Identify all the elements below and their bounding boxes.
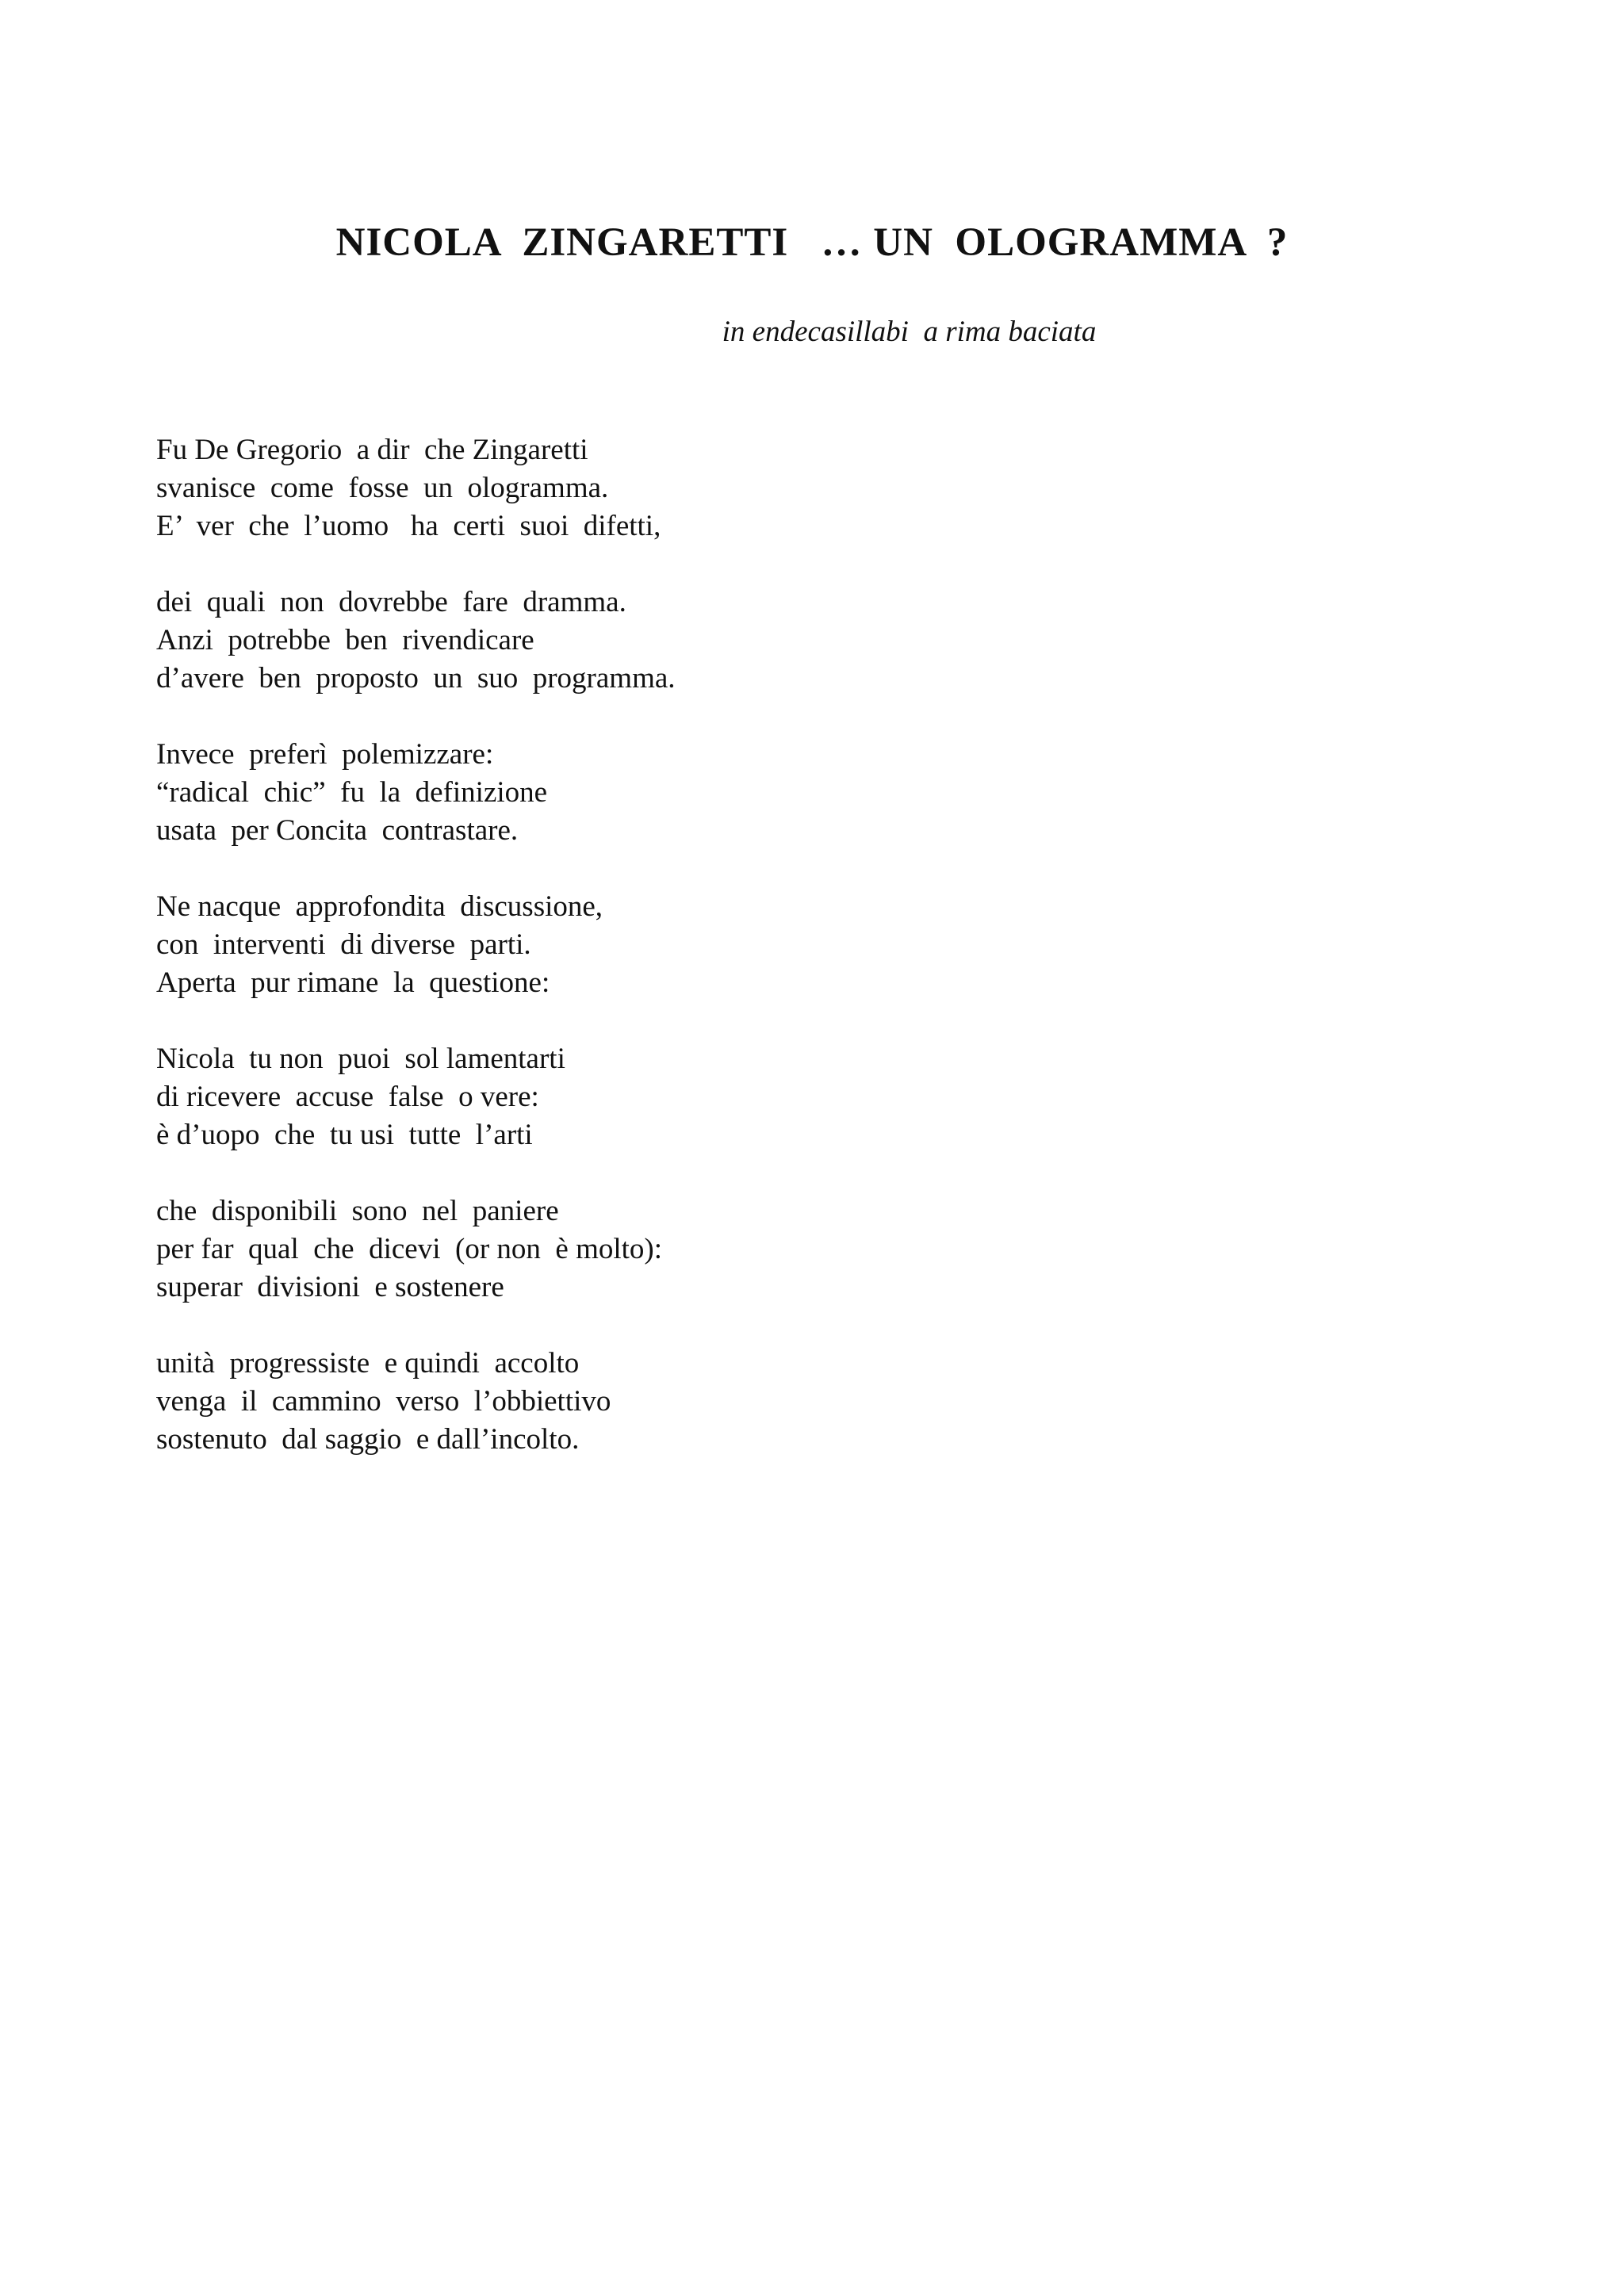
- poem-line: svanisce come fosse un ologramma.: [156, 472, 609, 504]
- poem-line: E’ ver che l’uomo ha certi suoi difetti,: [156, 510, 661, 542]
- poem-subtitle-wrapper: [0, 277, 1624, 387]
- stanza-1: [156, 431, 1346, 545]
- poem-title: NICOLA ZINGARETTI … UN OLOGRAMMA ?: [335, 220, 1289, 266]
- poem-line: usata per Concita contrastare.: [156, 814, 519, 847]
- poem-line: “radical chic” fu la definizione: [156, 776, 548, 809]
- poem-line: è d’uopo che tu usi tutte l’arti: [156, 1119, 533, 1151]
- stanza-6: [156, 1192, 1346, 1307]
- poem-line: Nicola tu non puoi sol lamentarti: [156, 1043, 565, 1075]
- poem-line: per far qual che dicevi (or non è molto):: [156, 1233, 663, 1265]
- poem-line: unità progressiste e quindi accolto: [156, 1347, 580, 1380]
- poem-line: dei quali non dovrebbe fare dramma.: [156, 586, 626, 618]
- stanza-7: [156, 1345, 1346, 1459]
- poem-line: Aperta pur rimane la questione:: [156, 966, 550, 999]
- poem-line: venga il cammino verso l’obbiettivo: [156, 1385, 611, 1418]
- poem-line: Anzi potrebbe ben rivendicare: [156, 624, 534, 656]
- stanza-2: [156, 584, 1346, 698]
- poem-line: Fu De Gregorio a dir che Zingaretti: [156, 434, 588, 466]
- poem-line: di ricevere accuse false o vere:: [156, 1081, 539, 1113]
- poem-line: sostenuto dal saggio e dall’incolto.: [156, 1423, 580, 1456]
- poem-line: Invece preferì polemizzare:: [156, 738, 494, 771]
- stanza-3: [156, 736, 1346, 850]
- poem-line: d’avere ben proposto un suo programma.: [156, 662, 676, 695]
- poem-line: con interventi di diverse parti.: [156, 928, 531, 961]
- poem-line: superar divisioni e sostenere: [156, 1271, 504, 1303]
- poem-line: Ne nacque approfondita discussione,: [156, 890, 603, 923]
- poem-subtitle: in endecasillabi a rima baciata: [722, 316, 1097, 348]
- poem-body: [156, 431, 1346, 1497]
- stanza-4: [156, 888, 1346, 1002]
- stanza-5: [156, 1040, 1346, 1154]
- poem-line: che disponibili sono nel paniere: [156, 1195, 559, 1227]
